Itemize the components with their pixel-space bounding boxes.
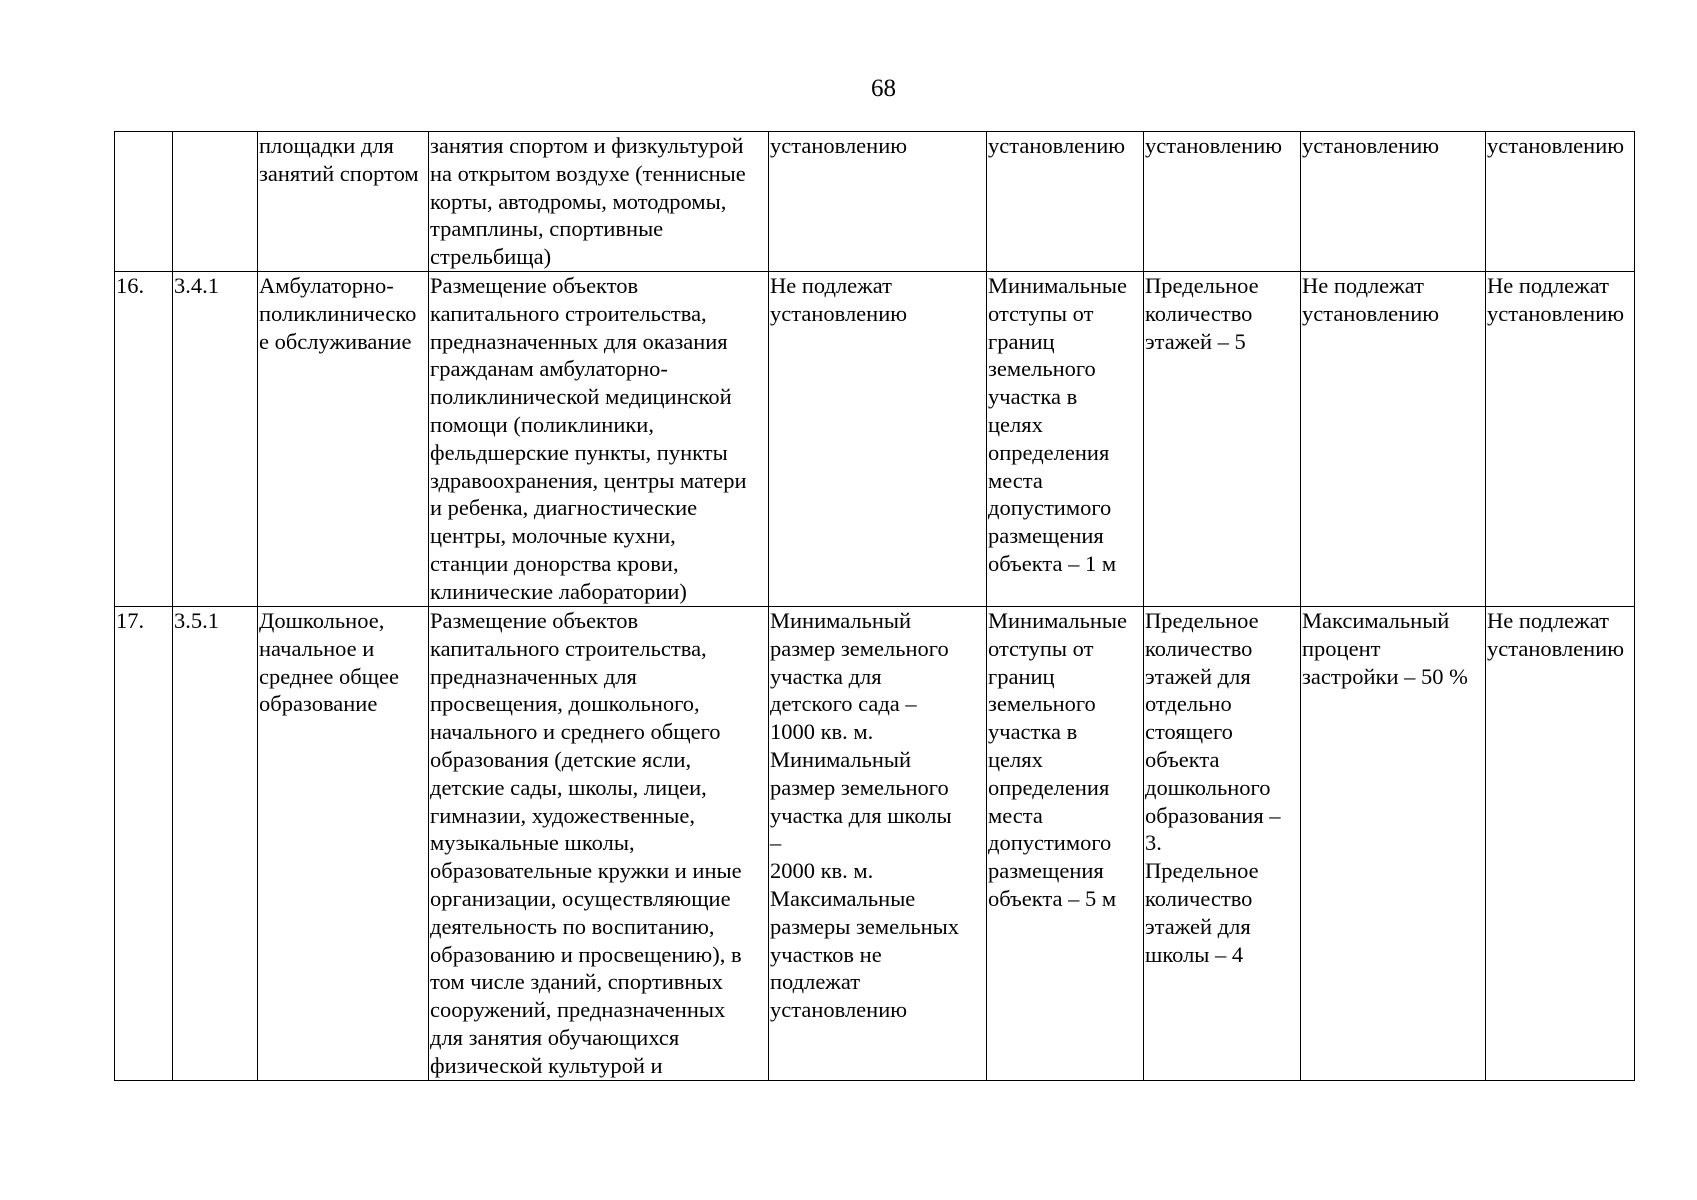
row-number-cell bbox=[115, 132, 173, 272]
setback-cell: Минимальные отступы от границ земельного участка в целях определения места допустимого размещения объекта – 1 м bbox=[987, 272, 1144, 607]
use-name-cell: Амбулаторно- поликлиническо е обслуживание bbox=[258, 272, 429, 607]
coverage-cell: Не подлежат установлению bbox=[1301, 272, 1486, 607]
use-code-cell: 3.5.1 bbox=[173, 607, 258, 1081]
setback-cell: установлению bbox=[987, 132, 1144, 272]
other-params-cell: установлению bbox=[1486, 132, 1635, 272]
lot-size-cell: Не подлежат установлению bbox=[769, 272, 987, 607]
use-description-cell: Размещение объектов капитального строительства, предназначенных для оказания гражданам амбулаторно- поликлинической медицинской помощи (поликлиники, фельдшерские пункты, пункты здравоохранения, центры матери и ребенка, диагностические центры, молочные кухни, станции донорства крови, клинические лаборатории) bbox=[429, 272, 769, 607]
row-number-cell: 16. bbox=[115, 272, 173, 607]
coverage-cell: установлению bbox=[1301, 132, 1486, 272]
use-name-cell: Дошкольное, начальное и среднее общее образование bbox=[258, 607, 429, 1081]
lot-size-cell: Минимальный размер земельного участка для детского сада – 1000 кв. м. Минимальный размер земельного участка для школы – 2000 кв. м. Максимальные размеры земельных участков не подлежат установлению bbox=[769, 607, 987, 1081]
floors-cell: Предельное количество этажей для отдельно стоящего объекта дошкольного образования – 3. Предельное количество этажей для школы – 4 bbox=[1144, 607, 1301, 1081]
use-description-cell: Размещение объектов капитального строительства, предназначенных для просвещения, дошкольного, начального и среднего общего образования (детские ясли, детские сады, школы, лицеи, гимназии, художественные, музыкальные школы, образовательные кружки и иные организации, осуществляющие деятельность по воспитанию, образованию и просвещению), в том числе зданий, спортивных сооружений, предназначенных для занятия обучающихся физической культурой и bbox=[429, 607, 769, 1081]
table-row bbox=[115, 272, 1635, 607]
page-number: 68 bbox=[871, 75, 896, 102]
table-row bbox=[115, 132, 1635, 272]
use-name-cell: площадки для занятий спортом bbox=[258, 132, 429, 272]
table-row bbox=[115, 607, 1635, 1081]
floors-cell: Предельное количество этажей – 5 bbox=[1144, 272, 1301, 607]
row-number-cell: 17. bbox=[115, 607, 173, 1081]
coverage-cell: Максимальный процент застройки – 50 % bbox=[1301, 607, 1486, 1081]
use-code-cell bbox=[173, 132, 258, 272]
floors-cell: установлению bbox=[1144, 132, 1301, 272]
other-params-cell: Не подлежат установлению bbox=[1486, 607, 1635, 1081]
zoning-regulations-table bbox=[114, 131, 1635, 1081]
lot-size-cell: установлению bbox=[769, 132, 987, 272]
other-params-cell: Не подлежат установлению bbox=[1486, 272, 1635, 607]
use-code-cell: 3.4.1 bbox=[173, 272, 258, 607]
use-description-cell: занятия спортом и физкультурой на открытом воздухе (теннисные корты, автодромы, мотодромы, трамплины, спортивные стрельбища) bbox=[429, 132, 769, 272]
setback-cell: Минимальные отступы от границ земельного участка в целях определения места допустимого размещения объекта – 5 м bbox=[987, 607, 1144, 1081]
